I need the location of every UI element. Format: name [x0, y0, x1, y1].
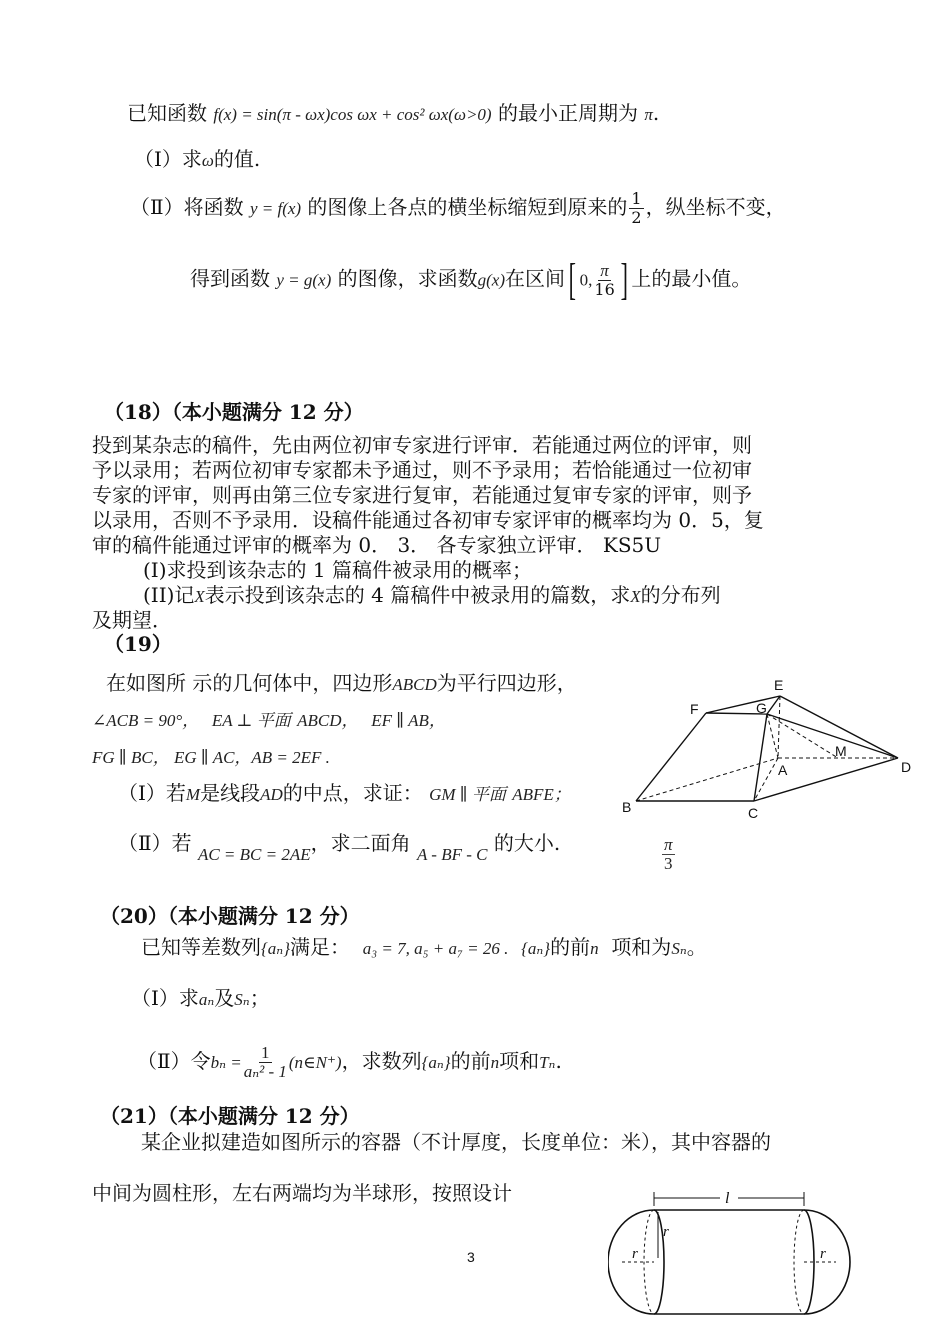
q20-seq-an: {aₙ} — [421, 1053, 451, 1072]
fraction-denominator: 3 — [664, 854, 673, 873]
fraction-denominator: 2 — [631, 208, 642, 227]
label-c: C — [748, 805, 759, 821]
q18-text: (II)记 — [143, 583, 195, 607]
q17-text: 得到函数 — [190, 266, 270, 291]
q17-omega: ω — [201, 151, 214, 170]
q18-question-2 — [143, 582, 721, 610]
q17-dot: . — [652, 101, 660, 125]
q19-answer-fraction — [662, 836, 675, 873]
q19-math: EF ∥ AB， — [371, 711, 446, 730]
q19-part-2 — [118, 830, 561, 864]
q20-text: 已知等差数列 — [141, 935, 261, 959]
label-r-left: r — [632, 1246, 638, 1262]
right-rim-back — [794, 1210, 804, 1314]
q17-text: 的图像，求函数 — [337, 266, 478, 291]
interval-end-fraction — [594, 262, 614, 299]
q17-text: 上的最小值。 — [631, 266, 752, 291]
q19-geometry-figure — [618, 674, 918, 824]
fraction-numerator: 1 — [631, 189, 642, 208]
q17-text: 的图像上各点的横坐标缩短到原来的 — [307, 195, 628, 219]
q19-math: ABCD， — [297, 711, 359, 730]
interval-close-bracket: ] — [620, 255, 628, 304]
q20-n: n — [590, 939, 599, 958]
q18-var-x: X — [194, 587, 205, 606]
q18-paragraph-line: 予以录用；若两位初审专家都未予通过，则不予录用；若恰能通过一位初审 — [92, 458, 752, 482]
label-m: M — [835, 743, 847, 759]
q20-seq-an: {aₙ} — [261, 939, 290, 958]
q20-text: 及 — [214, 986, 235, 1010]
q17-function-formula: f(x) = sin(π - ωx)cos ωx + cos² ωx(ω>0) — [213, 105, 492, 124]
q20-an: aₙ — [198, 990, 215, 1009]
interval-open-bracket: [ — [568, 255, 576, 304]
q21-paragraph-line: 某企业拟建造如图所示的容器（不计厚度，长度单位：米），其中容器的 — [141, 1130, 771, 1154]
label-f: F — [690, 701, 699, 717]
q20-text: 满足： — [290, 935, 350, 959]
q17-line-1 — [127, 100, 659, 128]
q18-text: 表示投到该杂志的 4 篇稿件中被录用的篇数，求 — [204, 583, 631, 607]
q19-heading: （19） — [104, 632, 172, 656]
q19-line-2 — [92, 706, 446, 734]
q19-math: A - BF - C — [416, 845, 488, 864]
q18-paragraph-line: 以录用，否则不予录用．设稿件能通过各初审专家评审的概率均为 0．5，复 — [92, 508, 764, 532]
edge-gd — [767, 714, 898, 758]
q17-g: g(x) — [477, 270, 505, 290]
label-b: B — [622, 799, 632, 815]
q19-text: 在如图所 示的几何体中，四边形 — [106, 671, 393, 695]
q20-bn: bₙ = — [210, 1053, 242, 1072]
q17-text: ，纵坐标不变， — [645, 195, 786, 219]
edge-cd — [754, 758, 898, 801]
q20-text: 项和 — [499, 1049, 540, 1073]
q20-sn: Sₙ — [234, 990, 250, 1009]
q20-text: 的前 — [550, 935, 591, 959]
q20-sn: Sₙ — [671, 939, 687, 958]
q19-m: M — [185, 785, 201, 804]
q20-text: （Ⅰ）求 — [131, 986, 199, 1010]
q18-text: 的分布列 — [640, 583, 721, 607]
q17-pi: π — [644, 105, 653, 124]
q19-math: EA ⊥ 平面 — [211, 711, 291, 730]
label-e: E — [774, 677, 784, 693]
q17-text: 的值. — [213, 147, 261, 171]
q20-line-1 — [141, 934, 707, 962]
edge-ea — [778, 696, 780, 758]
q19-abcd: ABCD — [392, 675, 437, 694]
fraction-numerator: π — [600, 260, 609, 280]
label-g: G — [756, 700, 767, 716]
q19-math: FG ∥ BC， EG ∥ AC，AB = 2EF . — [92, 748, 330, 767]
q17-text: 在区间 — [504, 266, 565, 291]
q18-paragraph-line: 专家的评审，则再由第三位专家进行复审，若能通过复审专家的评审，则予 — [92, 483, 752, 507]
q19-text: ，求二面角 — [310, 831, 411, 855]
label-l: l — [725, 1190, 730, 1207]
edge-bf — [636, 713, 706, 801]
q18-question-2-cont: 及期望． — [92, 608, 172, 632]
q20-text: ，求数列 — [341, 1049, 422, 1073]
q20-heading: （20）（本小题满分 12 分） — [100, 904, 360, 928]
q21-heading: （21）（本小题满分 12 分） — [100, 1104, 360, 1128]
q20-text: （Ⅱ）令 — [137, 1049, 211, 1073]
q20-text: . — [555, 1049, 562, 1073]
q19-math: GM ∥ 平面 — [429, 785, 506, 804]
q20-text: ； — [249, 986, 270, 1010]
q17-text: 已知函数 — [127, 101, 207, 125]
q21-paragraph-line: 中间为圆柱形，左右两端均为半球形，按照设计 — [92, 1181, 512, 1205]
q20-text: 的前 — [450, 1049, 491, 1073]
q20-condition: (n∈N⁺) — [288, 1053, 342, 1072]
q17-text: 的最小正周期为 — [497, 101, 638, 125]
q20-part-2 — [137, 1044, 562, 1081]
label-r-vertical: r — [663, 1224, 669, 1240]
q20-text: 项和为 — [611, 935, 672, 959]
q17-fn-f: y = f(x) — [249, 199, 302, 218]
q18-question-1: (I)求投到该杂志的 1 篇稿件被录用的概率； — [143, 558, 532, 582]
q17-part-2-cont — [190, 255, 752, 304]
edge-gc — [754, 714, 767, 801]
q17-text: （Ⅰ）求 — [134, 147, 202, 171]
q17-fraction-half — [629, 190, 643, 227]
q20-text: 。 — [686, 935, 707, 959]
q19-line-1 — [106, 670, 577, 698]
q17-text: （Ⅱ）将函数 — [130, 195, 244, 219]
q20-bn-fraction — [244, 1044, 287, 1081]
page-number: 3 — [467, 1249, 475, 1265]
q20-n: n — [490, 1053, 500, 1072]
edge-ga — [767, 714, 778, 758]
q19-math: AC = BC = 2AE — [197, 845, 311, 864]
q17-part-2 — [130, 190, 786, 227]
q19-part-1 — [118, 780, 571, 808]
q19-text: 为平行四边形， — [436, 671, 577, 695]
q20-tn: Tₙ — [539, 1053, 556, 1072]
q17-part-1 — [134, 146, 260, 174]
fraction-denominator: 16 — [594, 279, 615, 299]
fraction-numerator: 1 — [261, 1043, 270, 1062]
q20-condition: a₃ = 7, a₅ + a₇ = 26 . — [362, 939, 509, 958]
fraction-numerator: π — [664, 835, 673, 854]
q18-var-x: X — [630, 587, 641, 606]
q19-text: 是线段 — [200, 781, 261, 805]
q19-math: ABFE； — [512, 785, 571, 804]
q18-paragraph-line: 审的稿件能通过评审的概率为 0． 3． 各专家独立评审． KS5U — [92, 533, 662, 557]
q19-ad: AD — [260, 785, 283, 804]
label-r-right: r — [820, 1246, 826, 1262]
q20-seq-an: {aₙ} — [521, 939, 551, 958]
q19-text: 的中点，求证： — [282, 781, 423, 805]
label-a: A — [778, 762, 788, 778]
q17-fn-g: y = g(x) — [276, 270, 332, 290]
interval-start: 0, — [579, 270, 593, 290]
q18-heading: （18）（本小题满分 12 分） — [104, 400, 364, 424]
label-d: D — [901, 759, 912, 775]
q19-text: （Ⅱ）若 — [118, 831, 192, 855]
q19-text: 的大小. — [493, 831, 561, 855]
q19-line-3 — [92, 743, 330, 771]
fraction-denominator: aₙ² - 1 — [243, 1062, 287, 1081]
q21-container-figure — [608, 1190, 858, 1324]
q19-text: （Ⅰ）若 — [118, 781, 186, 805]
q18-paragraph-line: 投到某杂志的稿件，先由两位初审专家进行评审．若能通过两位的评审，则 — [92, 433, 752, 457]
q19-math: ∠ACB = 90°， — [92, 711, 200, 730]
q20-part-1 — [131, 985, 270, 1013]
